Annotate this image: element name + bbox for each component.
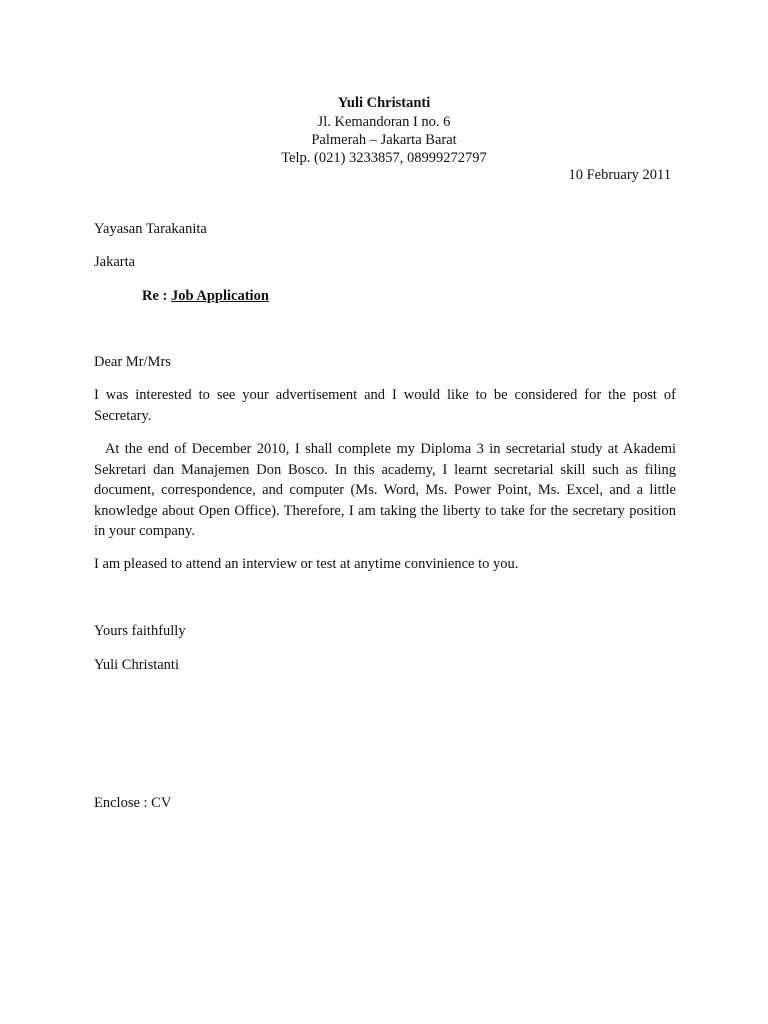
re-line xyxy=(142,286,269,306)
sender-address-line2: Palmerah – Jakarta Barat xyxy=(311,132,457,148)
body-paragraph-2: At the end of December 2010, I shall complete my Diploma 3 in secretarial study at Akademi Sekretari dan Manajemen Don Bosco. In this academy, I learnt secretarial skill such as filing document, correspondence, and computer (Ms. Word, Ms. Power Point, Ms. Excel, and a little knowledge about Open Office). Therefore, I am taking the liberty to take for the secretary position in your company. xyxy=(94,441,680,539)
sender-name: Yuli Christanti xyxy=(337,95,431,111)
body-paragraph-3: I am pleased to attend an interview or test at anytime convinience to you. xyxy=(94,556,519,572)
sender-phone: Telp. (021) 3233857, 08999272797 xyxy=(281,150,487,166)
closing: Yours faithfully xyxy=(94,623,186,639)
re-subject: Job Application xyxy=(171,288,269,304)
re-label: Re : xyxy=(142,288,168,304)
recipient-city: Jakarta xyxy=(94,254,136,270)
letter-date: 10 February 2011 xyxy=(568,167,671,183)
recipient-name: Yayasan Tarakanita xyxy=(94,221,207,237)
body-paragraph-1: I was interested to see your advertisement and I would like to be considered for the post of Secretary. xyxy=(94,387,676,424)
enclosure: Enclose : CV xyxy=(94,795,172,811)
signature-name: Yuli Christanti xyxy=(94,657,179,673)
sender-address-line1: Jl. Kemandoran I no. 6 xyxy=(317,114,451,130)
salutation: Dear Mr/Mrs xyxy=(94,354,171,370)
